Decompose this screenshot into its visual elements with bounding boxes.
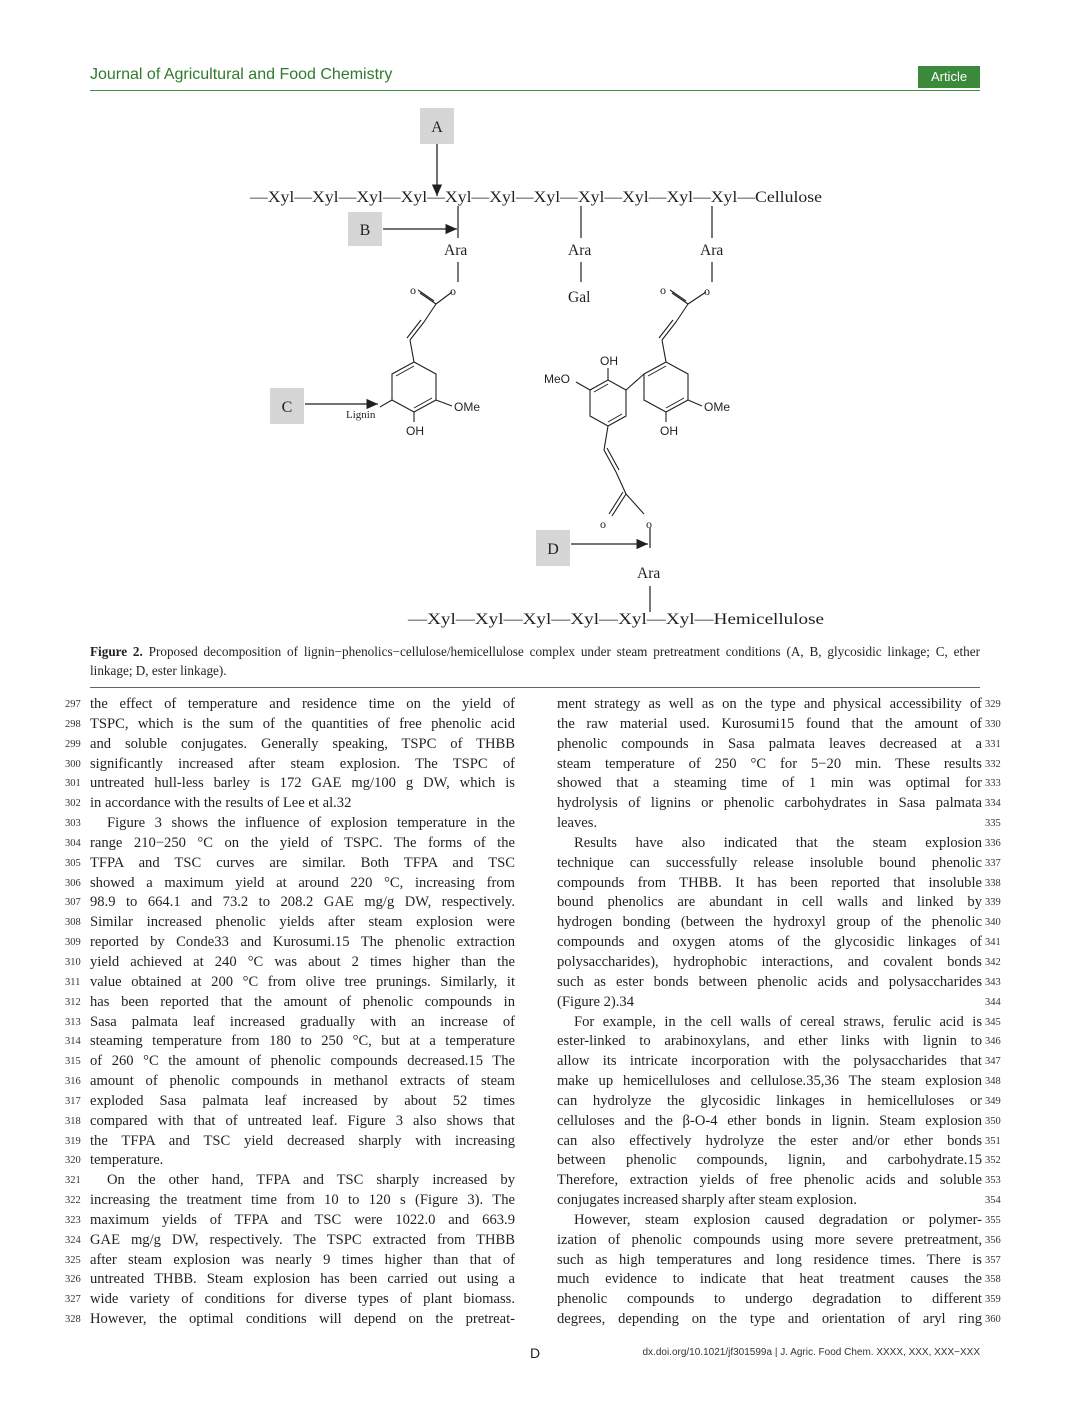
text-line (557, 1151, 1001, 1171)
text-line (65, 973, 515, 993)
line-text: Results have also indicated that the steam explosion (574, 834, 982, 851)
line-text: reported by Conde33 and Kurosumi.15 The phenolic extraction (90, 934, 515, 951)
lignin-label: Lignin (346, 409, 376, 421)
line-text: ment strategy as well as on the type and physical accessibility of (557, 696, 982, 712)
ome-left: OMe (454, 400, 481, 414)
line-text: amount of phenolic compounds in methanol extracts of steam (90, 1073, 515, 1090)
text-line (65, 1290, 515, 1310)
text-line (65, 1092, 515, 1112)
line-text: yield achieved at 240 °C was about 2 times higher than the (90, 953, 515, 970)
line-number: 347 (985, 1056, 1001, 1068)
right-column (557, 695, 1001, 1330)
line-number: 354 (985, 1195, 1001, 1207)
line-number: 356 (985, 1234, 1001, 1246)
text-line (65, 1270, 515, 1290)
line-number: 329 (985, 699, 1001, 710)
line-text: exploded Sasa palmata leaf increased by about 52 times (90, 1092, 515, 1109)
text-line (557, 1191, 1001, 1211)
line-text: after steam explosion was nearly 9 times higher than that of (90, 1251, 515, 1268)
line-number: 306 (65, 877, 81, 889)
text-line (557, 715, 1001, 735)
line-number: 333 (985, 778, 1001, 790)
text-line (557, 1270, 1001, 1290)
line-number: 334 (985, 798, 1001, 810)
ara-1: Ara (444, 242, 468, 259)
text-line (557, 953, 1001, 973)
line-text: (Figure 2).34 (557, 993, 635, 1010)
article-type-badge: Article (918, 66, 980, 88)
label-box-a (420, 108, 454, 144)
oh-right: OH (660, 424, 678, 438)
line-text: Therefore, extraction yields of free phenolic acids and soluble (557, 1172, 982, 1189)
line-text: compounds from THBB. It has been reported that insoluble (557, 874, 982, 891)
text-line (65, 1151, 515, 1171)
line-text: increasing the treatment time from 10 to 120 s (Figure 3). The (90, 1192, 515, 1209)
line-number: 318 (65, 1115, 81, 1127)
line-text: Figure 3 shows the influence of explosion temperature in the (107, 815, 515, 832)
text-line (557, 1310, 1001, 1330)
text-line (557, 893, 1001, 913)
line-number: 344 (985, 996, 1001, 1008)
line-number: 337 (985, 857, 1001, 869)
line-text: conjugates increased sharply after steam explosion. (557, 1192, 857, 1209)
line-text: can also effectively hydrolyze the ester and/or ether bonds (557, 1132, 982, 1149)
oh-dimer: OH (600, 354, 618, 368)
text-line (557, 1211, 1001, 1231)
svg-text:o: o (704, 284, 710, 298)
line-number: 320 (65, 1155, 81, 1167)
line-text: of 260 °C the amount of phenolic compounds decreased.15 The (90, 1053, 515, 1070)
line-number: 312 (65, 996, 81, 1008)
line-number: 300 (65, 758, 81, 770)
line-text: much evidence to indicate that heat treatment causes the (557, 1271, 982, 1288)
text-line (557, 1092, 1001, 1112)
text-line (65, 695, 515, 715)
line-text: the TFPA and TSC yield decreased sharply with increasing (90, 1132, 515, 1149)
figure-2-diagram (240, 100, 840, 635)
text-line (557, 755, 1001, 775)
line-text: phenolic compounds to undergo degradation to different (557, 1291, 982, 1308)
text-line (65, 893, 515, 913)
line-number: 302 (65, 798, 81, 810)
line-text: polysaccharides), hydrophobic interactions, and covalent bonds (557, 953, 982, 970)
line-number: 355 (985, 1214, 1001, 1226)
line-text: the effect of temperature and residence time on the yield of (90, 696, 515, 712)
text-line (65, 1112, 515, 1132)
line-number: 297 (65, 699, 81, 710)
line-number: 299 (65, 738, 81, 750)
text-line (557, 874, 1001, 894)
text-line (65, 1171, 515, 1191)
svg-text:o: o (646, 517, 652, 531)
text-line (557, 913, 1001, 933)
line-text: hydrolysis of lignins or phenolic carbohydrates in Sasa palmata (557, 795, 982, 812)
svg-text:o: o (660, 283, 666, 297)
text-line (557, 1013, 1001, 1033)
text-line (557, 973, 1001, 993)
line-text: phenolic compounds in Sasa palmata leaves decreased at a (557, 735, 982, 752)
line-number: 305 (65, 857, 81, 869)
line-text: TSPC, which is the sum of the quantities of free phenolic acid (90, 715, 515, 732)
line-number: 352 (985, 1155, 1001, 1167)
line-text: has been reported that the amount of phenolic compounds in (90, 993, 515, 1010)
line-number: 323 (65, 1214, 81, 1226)
line-number: 346 (985, 1036, 1001, 1048)
line-number: 317 (65, 1095, 81, 1107)
text-line (557, 735, 1001, 755)
line-text: allow its intricate incorporation with the polysaccharides that (557, 1053, 982, 1070)
page-header (90, 64, 980, 91)
line-text: make up hemicelluloses and cellulose.35,36 The steam explosion (557, 1073, 982, 1090)
line-number: 332 (985, 758, 1001, 770)
line-number: 301 (65, 778, 81, 790)
line-number: 311 (65, 976, 81, 988)
text-line (65, 1132, 515, 1152)
text-line (65, 814, 515, 834)
line-number: 343 (985, 976, 1001, 988)
line-text: in accordance with the results of Lee et al.32 (90, 795, 352, 812)
line-text: steaming temperature from 180 to 250 °C, but at a temperature (90, 1033, 515, 1050)
line-text: TFPA and TSC curves are similar. Both TFPA and TSC (90, 854, 515, 871)
line-text: maximum yields of TFPA and TSC were 1022.0 and 663.9 (90, 1211, 515, 1228)
line-text: degrees, depending on the type and orientation of aryl ring (557, 1311, 982, 1328)
line-number: 351 (985, 1135, 1001, 1147)
line-number: 327 (65, 1294, 81, 1306)
text-line (65, 735, 515, 755)
line-number: 338 (985, 877, 1001, 889)
line-number: 326 (65, 1274, 81, 1286)
line-text: compounds and oxygen atoms of the glycosidic linkages of (557, 934, 982, 951)
line-number: 357 (985, 1254, 1001, 1266)
text-line (557, 933, 1001, 953)
line-text: For example, in the cell walls of cereal straws, ferulic acid is (574, 1013, 982, 1030)
line-text: ester-linked to arabinoxylans, and ether links with lignin to (557, 1033, 982, 1050)
label-box-d (536, 530, 570, 566)
line-text: showed that a steaming time of 1 min was optimal for (557, 775, 982, 792)
line-text: value obtained at 200 °C from olive tree prunings. Similarly, it (90, 973, 515, 990)
line-text: such as high temperatures and long residence times. There is (557, 1251, 982, 1268)
line-number: 319 (65, 1135, 81, 1147)
line-text: the raw material used. Kurosumi15 found that the amount of (557, 715, 982, 732)
line-number: 321 (65, 1175, 81, 1187)
line-number: 324 (65, 1234, 81, 1246)
line-text: wide variety of conditions for diverse types of plant biomass. (90, 1291, 515, 1308)
label-box-c (270, 388, 304, 424)
text-line (65, 933, 515, 953)
line-text: between phenolic compounds, lignin, and carbohydrate.15 (557, 1152, 982, 1169)
line-number: 325 (65, 1254, 81, 1266)
line-number: 322 (65, 1195, 81, 1207)
text-line (557, 1072, 1001, 1092)
text-line (65, 1072, 515, 1092)
line-text: GAE mg/g DW, respectively. The TSPC extracted from THBB (90, 1231, 515, 1248)
text-line (557, 1251, 1001, 1271)
page-number: D (530, 1345, 541, 1361)
line-text: such as ester bonds between phenolic acids and polysaccharides (557, 973, 982, 990)
text-line (557, 1052, 1001, 1072)
gal: Gal (568, 289, 591, 306)
line-text: and soluble conjugates. Generally speaking, TSPC of THBB (90, 735, 515, 752)
text-line (557, 1231, 1001, 1251)
box-a-letter: A (431, 119, 443, 136)
text-line (557, 1132, 1001, 1152)
line-number: 331 (985, 738, 1001, 750)
text-line (65, 953, 515, 973)
text-line (65, 1032, 515, 1052)
text-line (65, 854, 515, 874)
line-text: On the other hand, TFPA and TSC sharply increased by (107, 1172, 515, 1189)
line-number: 345 (985, 1016, 1001, 1028)
line-number: 308 (65, 917, 81, 929)
text-line (65, 1013, 515, 1033)
text-line (557, 794, 1001, 814)
ome-right: OMe (704, 400, 731, 414)
line-text: Similar increased phenolic yields after steam explosion were (90, 914, 515, 931)
line-text: leaves. (557, 815, 598, 832)
ara-3: Ara (700, 242, 724, 259)
line-number: 314 (65, 1036, 81, 1048)
line-text: untreated THBB. Steam explosion has been carried out using a (90, 1271, 515, 1288)
line-number: 340 (985, 917, 1001, 929)
line-text: bound phenolics are abundant in cell walls and linked by (557, 894, 982, 911)
line-text: steam temperature of 250 °C for 5−20 min. These results (557, 755, 982, 772)
line-number: 358 (985, 1274, 1001, 1286)
line-text: However, steam explosion caused degradation or polymer- (574, 1211, 982, 1228)
text-line (65, 913, 515, 933)
line-number: 348 (985, 1076, 1001, 1088)
journal-title[interactable]: Journal of Agricultural and Food Chemistry (90, 66, 393, 83)
svg-text:o: o (450, 284, 456, 298)
caption-label: Figure 2. (90, 644, 143, 659)
line-number: 350 (985, 1115, 1001, 1127)
text-line (557, 854, 1001, 874)
line-text: untreated hull-less barley is 172 GAE mg/100 g DW, which is (90, 775, 515, 792)
line-text: However, the optimal conditions will depend on the pretreat- (90, 1311, 515, 1328)
line-text: showed a maximum yield at around 220 °C, increasing from (90, 874, 515, 891)
line-number: 359 (985, 1294, 1001, 1306)
caption-text: Proposed decomposition of lignin−phenolics−cellulose/hemicellulose complex under steam pretreatment conditions (A, B, glycosidic linkage; C, ether linkage; D, ester linkage). (90, 644, 980, 678)
line-text: compared with that of untreated leaf. Figure 3 also shows that (90, 1112, 515, 1129)
line-number: 303 (65, 818, 81, 830)
line-number: 341 (985, 937, 1001, 949)
line-number: 330 (985, 718, 1001, 730)
text-line (557, 814, 1001, 834)
ara-4: Ara (637, 565, 661, 582)
text-line (557, 774, 1001, 794)
text-line (65, 874, 515, 894)
left-column (65, 695, 515, 1330)
text-line (65, 1251, 515, 1271)
line-text: hydrogen bonding (between the hydroxyl group of the phenolic (557, 914, 982, 931)
text-line (557, 993, 1001, 1013)
line-text: Sasa palmata leaf increased gradually with an increase of (90, 1013, 515, 1030)
text-line (65, 1231, 515, 1251)
line-text: range 210−250 °C on the yield of TSPC. The forms of the (90, 834, 515, 851)
line-number: 349 (985, 1095, 1001, 1107)
text-line (65, 715, 515, 735)
line-text: ization of phenolic compounds using more severe pretreatment, (557, 1231, 982, 1248)
line-number: 304 (65, 837, 81, 849)
text-line (65, 774, 515, 794)
line-number: 353 (985, 1175, 1001, 1187)
text-line (65, 1310, 515, 1330)
line-number: 360 (985, 1314, 1001, 1326)
text-line (557, 695, 1001, 715)
line-number: 310 (65, 956, 81, 968)
text-line (557, 1112, 1001, 1132)
line-text: significantly increased after steam explosion. The TSPC of (90, 755, 515, 772)
text-line (557, 1171, 1001, 1191)
text-line (65, 834, 515, 854)
line-number: 298 (65, 718, 81, 730)
line-number: 316 (65, 1076, 81, 1088)
text-line (65, 993, 515, 1013)
text-line (65, 1191, 515, 1211)
line-number: 328 (65, 1314, 81, 1326)
line-number: 307 (65, 897, 81, 909)
line-number: 335 (985, 818, 1001, 830)
text-line (65, 755, 515, 775)
line-number: 339 (985, 897, 1001, 909)
box-b-letter: B (359, 222, 371, 239)
ara-2: Ara (568, 242, 592, 259)
line-text: temperature. (90, 1152, 164, 1169)
doi-citation[interactable]: dx.doi.org/10.1021/jf301599a | J. Agric. Food Chem. XXXX, XXX, XXX−XXX (642, 1347, 980, 1358)
svg-text:o: o (410, 283, 416, 297)
text-line (65, 794, 515, 814)
box-c-letter: C (281, 399, 293, 416)
oh-left: OH (406, 424, 424, 438)
box-d-letter: D (547, 541, 559, 558)
hemicellulose-chain: —Xyl—Xyl—Xyl—Xyl—Xyl—Xyl—Hemicellulose (406, 611, 825, 628)
line-text: technique can successfully release insoluble bound phenolic (557, 854, 982, 871)
line-text: can hydrolyze the glycosidic linkages in hemicelluloses or (557, 1092, 982, 1109)
text-line (65, 1052, 515, 1072)
caption-divider (90, 687, 980, 688)
line-text: celluloses and the β-O-4 ether bonds in lignin. Steam explosion (557, 1112, 982, 1129)
text-line (557, 1290, 1001, 1310)
text-line (557, 1032, 1001, 1052)
figure-caption (90, 642, 980, 680)
line-text: 98.9 to 664.1 and 73.2 to 208.2 GAE mg/g DW, respectively. (90, 894, 515, 911)
line-number: 336 (985, 837, 1001, 849)
line-number: 313 (65, 1016, 81, 1028)
svg-text:o: o (600, 517, 606, 531)
meo-dimer: MeO (544, 372, 571, 386)
line-number: 342 (985, 956, 1001, 968)
text-line (557, 834, 1001, 854)
cellulose-chain: —Xyl—Xyl—Xyl—Xyl—Xyl—Xyl—Xyl—Xyl—Xyl—Xyl—Xyl—Cellulose (248, 189, 823, 206)
text-line (65, 1211, 515, 1231)
label-box-b (348, 212, 382, 246)
line-number: 315 (65, 1056, 81, 1068)
line-number: 309 (65, 937, 81, 949)
